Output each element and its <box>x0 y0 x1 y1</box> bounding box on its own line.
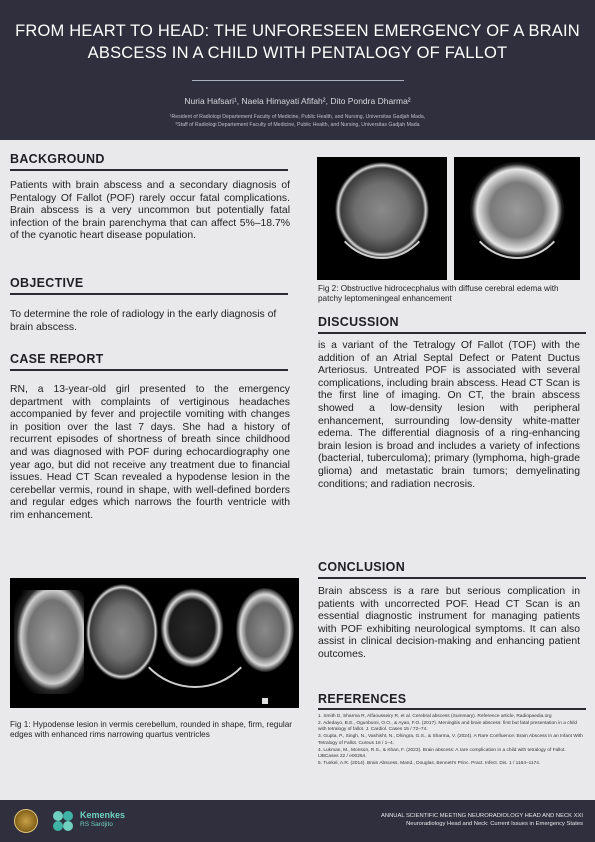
poster-header <box>0 0 595 140</box>
references-heading: REFERENCES <box>318 692 407 706</box>
reference-item: 2. Adedayo, B.E., Ogunbumi, O.O., & Ayan, F.O. (2017). Meningitis and brain abscess: first but fatal presentation in a child with tetralogy of fallot. J. Cardiol. Cases 15 / 72–74. <box>318 721 578 733</box>
affiliation-1: ¹Resident of Radiologi Departement Faculty of Medicine, Public Health, and Nursing, Universitas Gadjah Mada, <box>169 114 426 120</box>
objective-rule <box>10 293 288 295</box>
kemenkes-logo-icon <box>50 808 76 834</box>
reference-item: 4. Lukman, M., Monson, R.S., & Khan, F. (2023). Brain abscess: A rare complication in a child with tetralogy of Fallot. IJBCases 22 / e00264. <box>318 747 566 760</box>
discussion-text: is a variant of the Tetralogy Of Fallot (TOF) with the addition of an Atrial Septal Defect or Patent Ductus Arteriosus. Untreated POF is associated with several complications, including brain abscess. Head CT Scan is the first line of imaging. On CT, the brain abscess showed a low-density lesion with peripheral enhancement, surrounding low-density white-matter edema. The differential diagnosis of a ring-enhancing brain lesion is broad and includes a variety of infections (bacterial, tuberculoma); primary (lymphoma, high-grade glioma) and metastatic brain tumors; demyelinating conditions; and radiation necrosis. <box>318 340 580 490</box>
reference-item: 1. Smith D, Sharma R, Alfaousseiry R, et al. Cerebral abscess (Summary). Reference article, Radiopaedia.org <box>318 714 552 719</box>
references-rule <box>318 708 586 710</box>
title-line-1: FROM HEART TO HEAD: THE UNFORESEEN EMERGENCY OF A BRAIN <box>15 22 580 40</box>
conclusion-heading: CONCLUSION <box>318 560 406 574</box>
discussion-heading: DISCUSSION <box>318 315 399 329</box>
figure-2-ct-right <box>454 157 580 280</box>
background-heading: BACKGROUND <box>10 152 105 166</box>
figure-2-caption: Fig 2: Obstructive hidrocecphalus with diffuse cerebral edema with patchy leptomeningeal enhancement <box>318 284 559 303</box>
affiliation-2: ²Staff of Radiologi Departement Faculty of Medicine, Public Health, and Nursing, Universitas Gadjah Mada <box>175 122 420 128</box>
objective-text: To determine the role of radiology in the early diagnosis of brain abscess. <box>10 309 277 333</box>
reference-item: 5. Tunkel, A.R. (2014). Brain Abscess. Mand., Douglas, Bennett's Princ. Pract. Infect. Dis. 1 / 1164–1174. <box>318 761 541 767</box>
discussion-rule <box>318 332 586 334</box>
objective-heading: OBJECTIVE <box>10 276 84 290</box>
title-line-2: ABSCESS IN A CHILD WITH PENTALOGY OF FALLOT <box>87 44 508 62</box>
ct-gantry-arc-2a <box>327 137 437 259</box>
conclusion-rule <box>318 577 586 579</box>
ct-axial-3 <box>236 588 294 672</box>
title-divider <box>192 80 404 81</box>
ct-gantry-arc-2b <box>462 137 572 259</box>
references-list <box>318 714 586 768</box>
figure-1-caption: Fig 1: Hypodense lesion in vermis cerebellum, rounded in shape, firm, regular edges with enhanced rims narrowing quartus ventricles <box>10 720 292 739</box>
university-seal-icon <box>14 809 38 833</box>
ct-sagittal <box>14 590 84 694</box>
poster-footer <box>0 800 595 842</box>
brand-name: Kemenkes <box>80 810 126 820</box>
figure-1-ct-images <box>10 578 299 708</box>
case-report-heading: CASE REPORT <box>10 352 104 366</box>
event-title: ANNUAL SCIENTIFIC MEETING NEURORADIOLOGY HEAD AND NECK XXI <box>381 813 583 819</box>
conclusion-text: Brain abscess is a rare but serious complication in patients with uncorrected POF. Head CT Scan is an essential diagnostic instrument for managing patients with POF exhibiting neurological symptoms. It can also assist in clinical decision-making and enhancing patient outcomes. <box>318 586 580 660</box>
authors: Nuria Hafsari¹, Naela Himayati Afifah², Dito Pondra Dharma² <box>184 96 411 106</box>
poster-title <box>8 20 587 64</box>
reference-item: 3. Gupta, P., Singh, N., Vashisht, N., Dhingra, G.S., & Sharma, V. (2024). A Rare Confluence: Brain Abscess in an Infant With Tetralogy of Fallot. Cureus 16 / 1–4. <box>318 734 583 746</box>
affiliations <box>0 113 595 129</box>
event-info <box>381 812 583 828</box>
background-rule <box>10 169 288 171</box>
background-text: Patients with brain abscess and a secondary diagnosis of Pentalogy Of Fallot (POF) rarely occur fatal complications. Brain abscess is a very uncommon but potentially fatal infection of the brain parenchyma that can affect 5%–18.7% of the cyanotic heart disease population. <box>10 180 290 242</box>
orientation-marker <box>262 698 268 704</box>
figure-2-ct-left <box>317 157 447 280</box>
case-report-rule <box>10 369 288 371</box>
case-report-text: RN, a 13-year-old girl presented to the emergency department with complaints of vertiginous headaches accompanied by fever and projectile vomiting with changes in position over the last 7 days. She had a history of recurrent episodes of shortness of breath since childhood and was diagnosed with POF during echocardiography one year ago, but did not receive any treatment due to financial issues. Head CT Scan revealed a hypodense lesion in the cerebellar vermis, round in shape, with well-defined borders and regular edges which narrows the fourth ventricle with rim enhancement. <box>10 384 290 521</box>
brand-subtitle: RS Sardjito <box>80 821 113 828</box>
event-subtitle: Neuroradiology Head and Neck: Current Issues in Emergency States <box>406 821 583 827</box>
